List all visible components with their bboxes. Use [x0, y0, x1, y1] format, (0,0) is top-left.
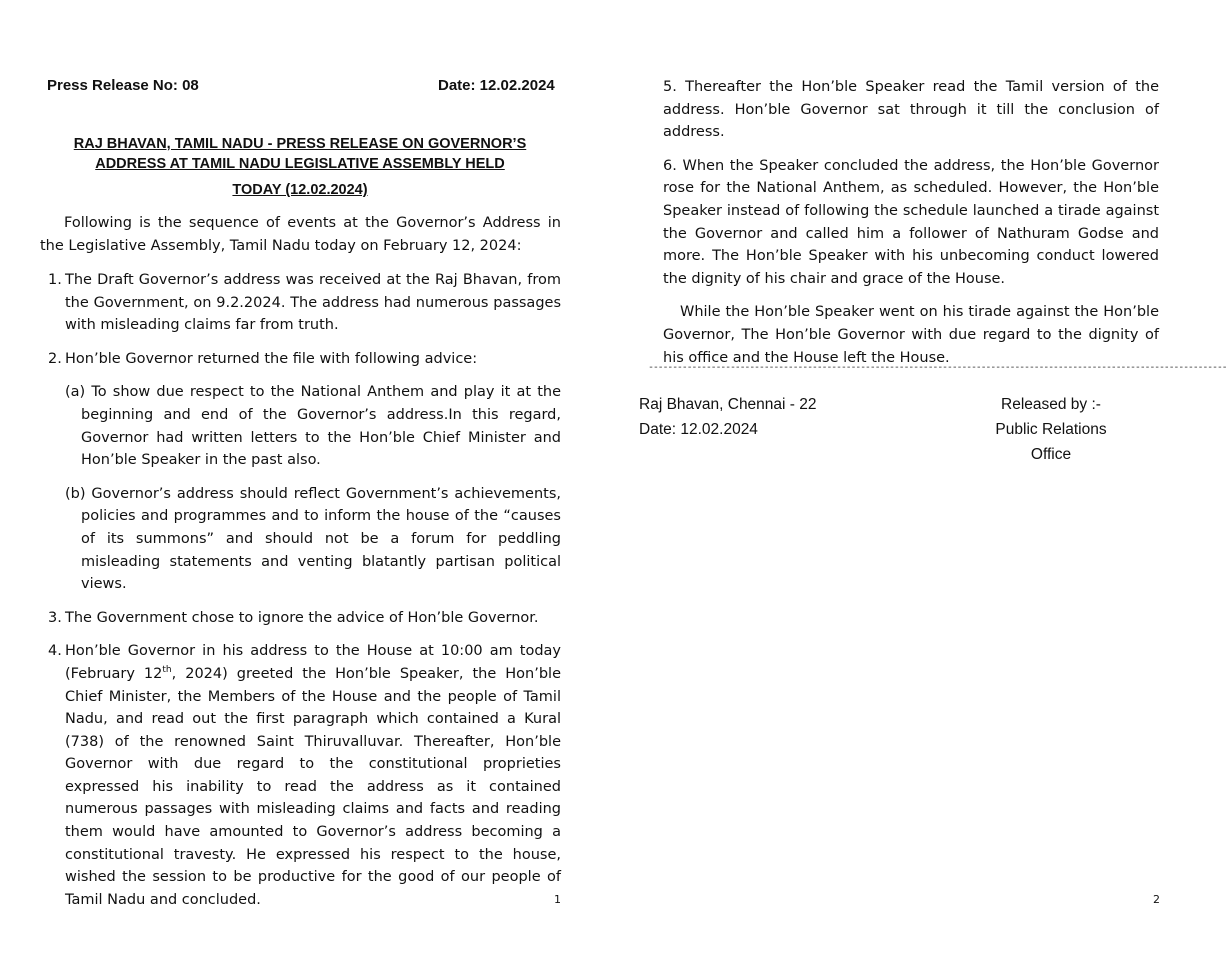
footer-date: Date: 12.02.2024 [639, 421, 758, 438]
document-title [40, 134, 560, 200]
list-item-text-part1: Hon’ble Governor in his address to the House at 10:00 am today (February 12 [65, 643, 561, 682]
paragraph-closing: While the Hon’ble Speaker went on his tirade against the Hon’ble Governor, The Hon’ble Governor with due regard to the dignity of his office and the House left the House. [663, 304, 1159, 366]
paragraph-6: 6. When the Speaker concluded the address, the Hon’ble Governor rose for the National Anthem, as scheduled. However, the Hon’ble Speaker instead of following the schedule launched a tirade against the Governor and called him a follower of Nathuram Godse and more. The Hon’ble Speaker with his unbecoming conduct lowered the dignity of his chair and grace of the House. [663, 157, 1159, 287]
sub-item-b: (b) Governor’s address should reflect Government’s achievements, policies and programmes and to inform the house of the “causes of its summons” and should not be a forum for peddling misleading statements and venting blatantly partisan political views. [65, 485, 561, 593]
office-name: Public Relations Office [995, 421, 1107, 463]
list-item [48, 640, 561, 911]
list-item [48, 269, 561, 337]
document-page-1 [0, 0, 600, 959]
title-line-2: ADDRESS AT TAMIL NADU LEGISLATIVE ASSEMBLY HELD [95, 156, 505, 172]
list-item [48, 348, 561, 371]
list-item-text: The Government chose to ignore the advice of Hon’ble Governor. [65, 609, 539, 626]
list-item-number: 3. [48, 609, 62, 626]
footer-left [639, 392, 817, 442]
list-item-number: 1. [48, 272, 62, 288]
list-item-number: 4. [48, 643, 62, 660]
ordinal-superscript: th [162, 665, 172, 676]
title-line-1: RAJ BHAVAN, TAMIL NADU - PRESS RELEASE ON GOVERNOR’S [73, 136, 527, 152]
released-by-label: Released by :- [1001, 396, 1101, 413]
list-item-text-part2: , 2024) greeted the Hon’ble Speaker, the Hon’ble Chief Minister, the Members of the House and the people of Tamil Nadu, and read out the first paragraph which contained a Kural (738) of the renowned Saint Thiruvalluvar. Thereafter, Hon’ble Governor with due regard to the constitutional proprieties expressed his inability to read the address as it contained numerous passages with misleading claims and facts and reading them would have amounted to Governor’s address becoming a constitutional travesty. He expressed his respect to the house, wished the session to be productive for the good of our people of Tamil Nadu and concluded. [65, 665, 561, 908]
dashed-divider: ------------------------------------------------------------------------------------------------------------------------ [648, 362, 1226, 373]
press-release-number: Press Release No: 08 [47, 77, 199, 94]
title-line-3: TODAY (12.02.2024) [232, 182, 368, 198]
document-page-2 [600, 0, 1226, 959]
paragraph-5: 5. Thereafter the Hon’ble Speaker read the Tamil version of the address. Hon’ble Governor sat through it till the conclusion of address. [663, 79, 1159, 141]
page-number: 1 [554, 893, 561, 906]
page-number: 2 [1153, 893, 1160, 906]
press-release-date: Date: 12.02.2024 [438, 77, 555, 94]
sub-item-a: (a) To show due respect to the National Anthem and play it at the beginning and end of the Governor’s address.In this regard, Governor had written letters to the Hon’ble Chief Minister and Hon’ble Speaker in the past also. [65, 384, 561, 469]
intro-paragraph: Following is the sequence of events at the Governor’s Address in the Legislative Assembly, Tamil Nadu today on February 12, 2024: [40, 215, 561, 254]
list-item-text: Hon’ble Governor returned the file with following advice: [65, 350, 478, 367]
list-item-number: 2. [48, 350, 62, 367]
list-item-text: The Draft Governor’s address was received at the Raj Bhavan, from the Government, on 9.2.2024. The address had numerous passages with misleading claims far from truth. [65, 272, 561, 334]
event-list [48, 269, 561, 922]
page2-body [663, 76, 1159, 380]
list-item [48, 607, 561, 630]
footer-place: Raj Bhavan, Chennai - 22 [639, 396, 817, 413]
footer-right [974, 392, 1128, 467]
